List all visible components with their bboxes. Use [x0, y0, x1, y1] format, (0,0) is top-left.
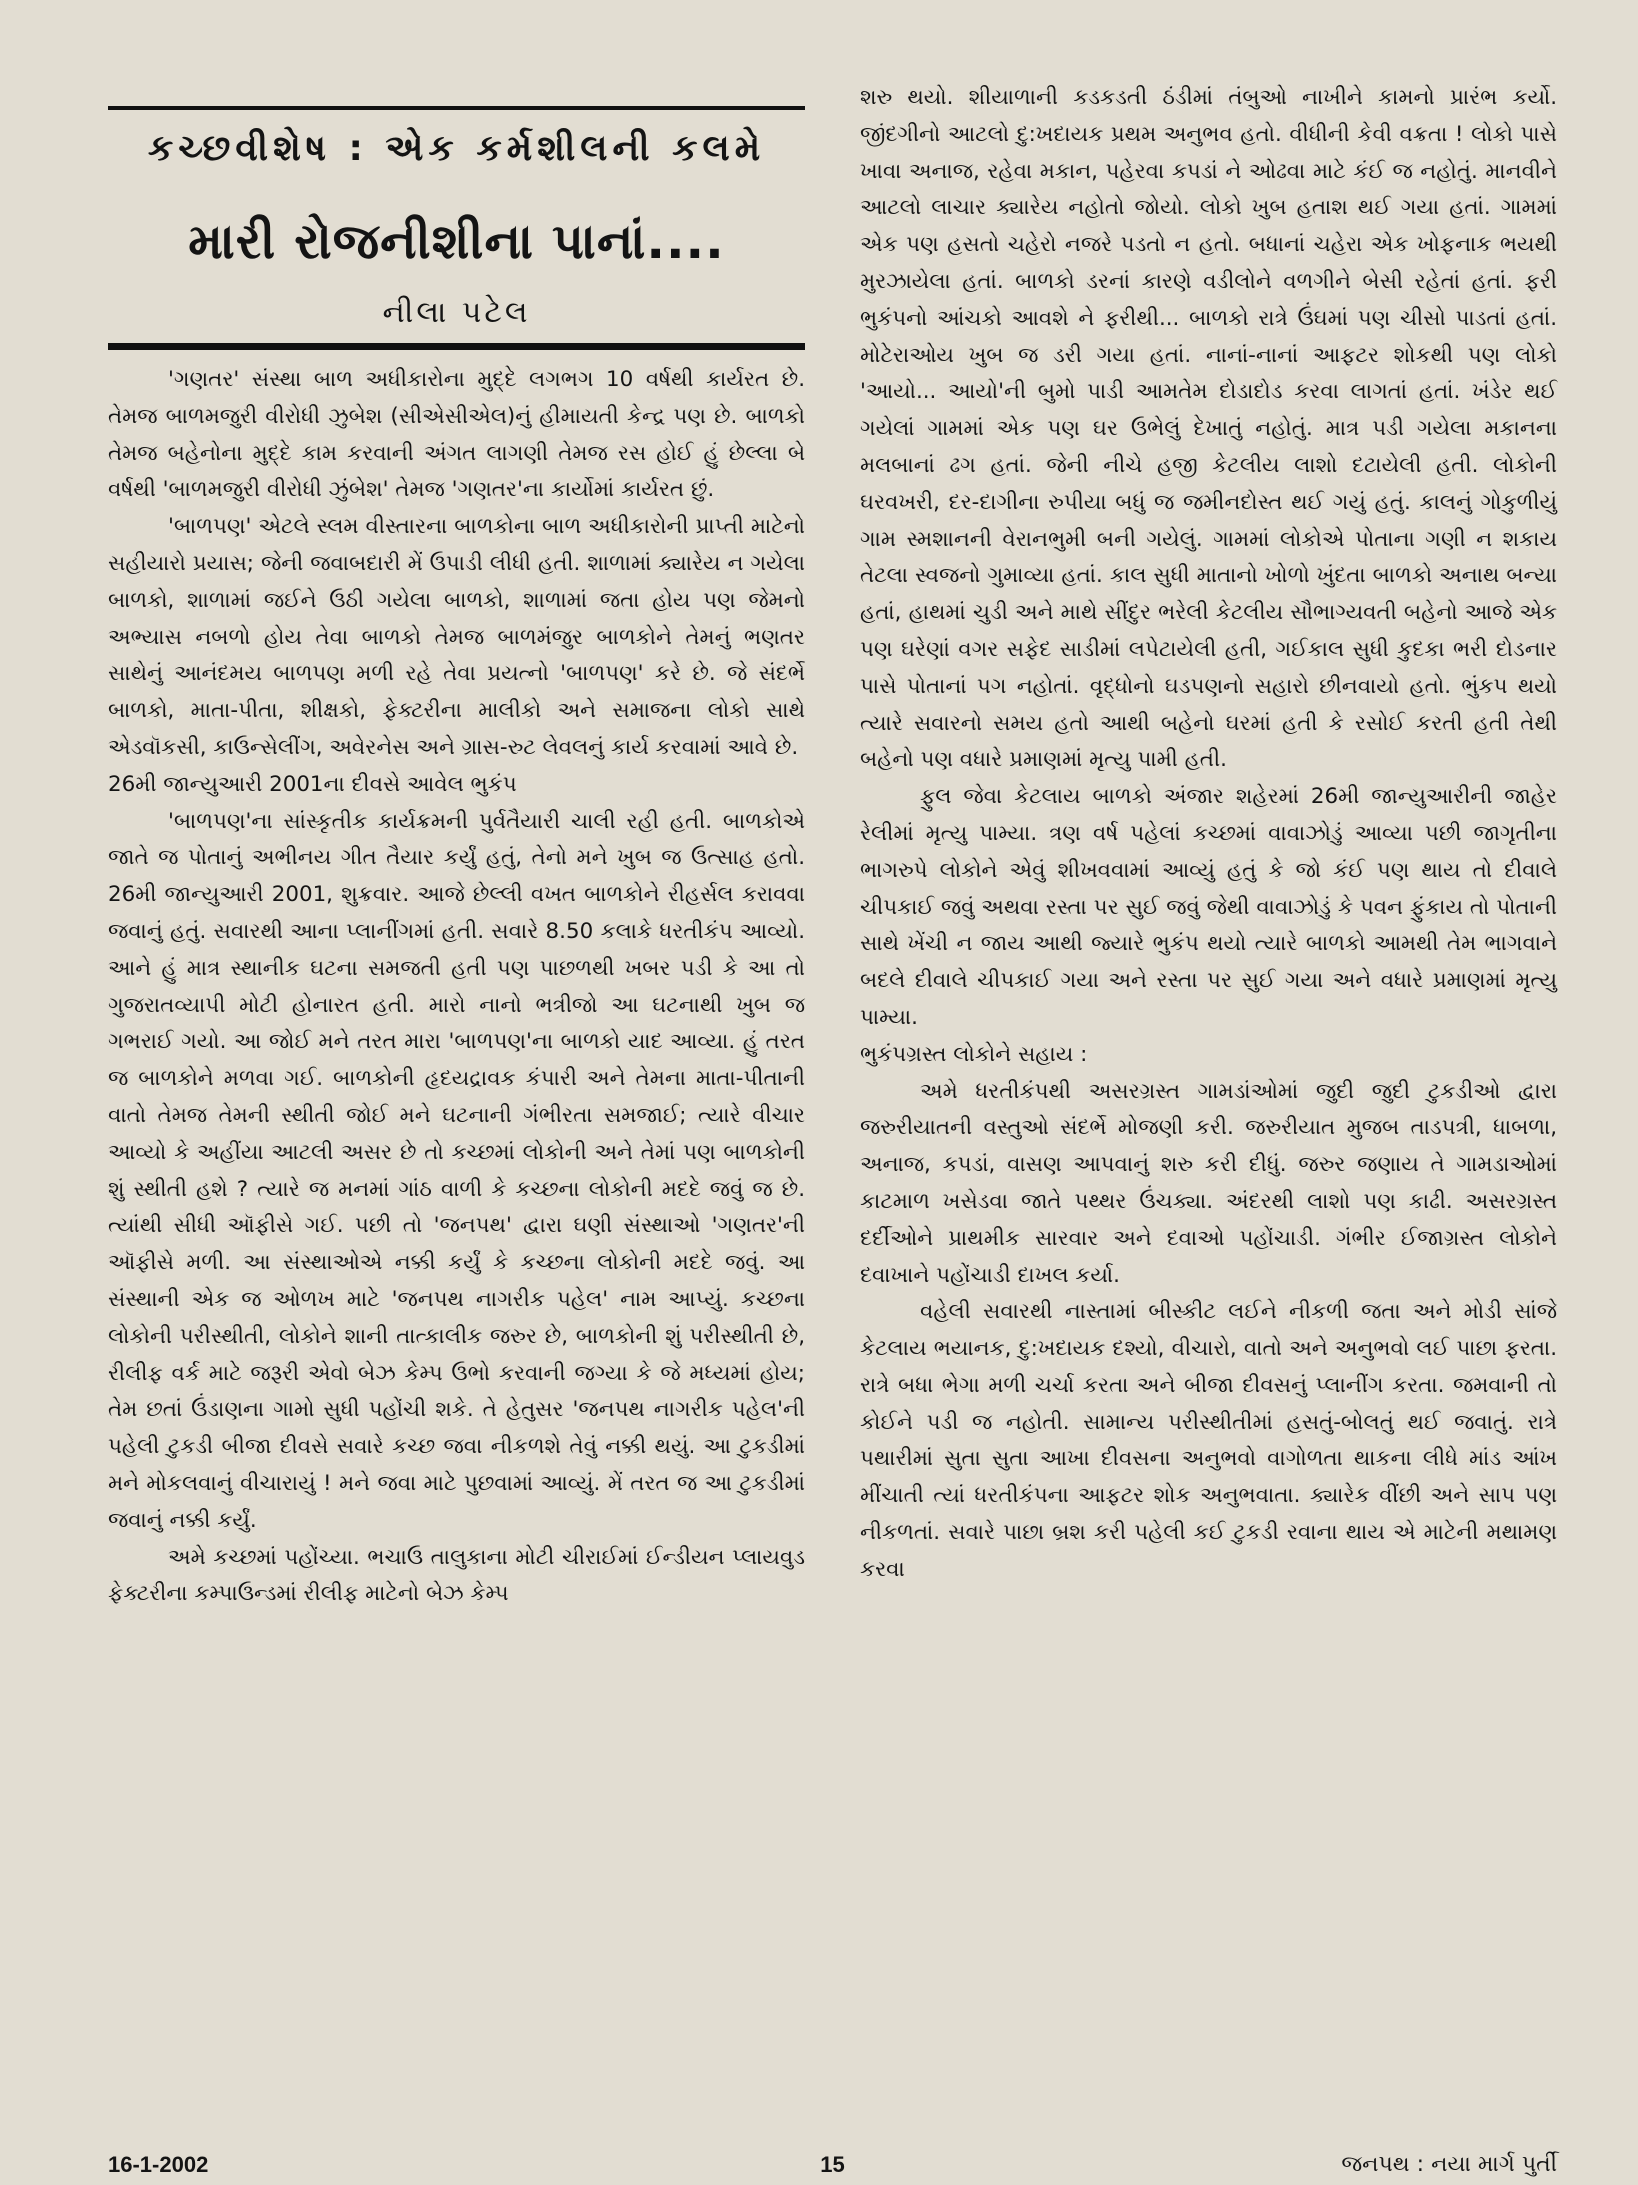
article-kicker: કચ્છવીશેષ : એક કર્મશીલની કલમે [147, 128, 766, 169]
paragraph: અમે કચ્છમાં પહોંચ્યા. ભચાઉ તાલુકાના મોટી ચીરાઈમાં ઈન્ડીયન પ્લાયવુડ ફેક્ટરીના કમ્પાઉન્ડમાં રીલીફ માટેનો બેઝ કેમ્પ [108, 1544, 805, 1607]
paragraph: વહેલી સવારથી નાસ્તામાં બીસ્કીટ લઈને નીકળી જતા અને મોડી સાંજે કેટલાય ભયાનક, દુ:ખદાયક દશ્યો, વીચારો, વાતો અને અનુભવો લઈ પાછા ફરતા. રાત્રે બધા ભેગા મળી ચર્ચા કરતા અને બીજા દીવસનું પ્લાનીંગ કરતા. જમવાની તો કોઈને પડી જ નહોતી. સામાન્ય પરીસ્થીતીમાં હસતું-બોલતું થઈ જવાતું. રાત્રે પથારીમાં સુતા સુતા આખા દીવસના અનુભવો વાગોળતા થાકના લીધે માંડ આંખ મીંચાતી ત્યાં ધરતીકંપના આફટર શોક અનુભવાતા. ક્યારેક વીંછી અને સાપ પણ નીકળતાં. સવારે પાછા બ્રશ કરી પહેલી કઈ ટુકડી રવાના થાય એ માટેની મથામણ કરવા [860, 1299, 1557, 1582]
header-top-rule [108, 106, 805, 110]
page-footer [108, 2152, 1557, 2182]
paragraph: 'ગણતર' સંસ્થા બાળ અધીકારોના મુદ્દે લગભગ 10 વર્ષથી કાર્યરત છે. તેમજ બાળમજુરી વીરોધી ઝુબેશ (સીએસીએલ)નું હીમાયતી કેન્દ્ર પણ છે. બાળકો તેમજ બહેનોના મુદ્દે કામ કરવાની અંગત લાગણી તેમજ રસ હોઈ હું છેલ્લા બે વર્ષથી 'બાળમજુરી વીરોધી ઝુંબેશ' તેમજ 'ગણતર'ના કાર્યોમાં કાર્યરત છું. [108, 367, 805, 503]
article-author: નીલા પટેલ [382, 295, 531, 330]
section-heading: 26મી જાન્યુઆરી 2001ના દીવસે આવેલ ભુકંપ [108, 771, 517, 797]
footer-publication: જનપથ : નયા માર્ગ પુર્તી [1341, 2152, 1557, 2177]
paragraph: 'બાળપણ' એટલે સ્લમ વીસ્તારના બાળકોના બાળ અધીકારોની પ્રાપ્તી માટેનો સહીયારો પ્રયાસ; જેની જવાબદારી મેં ઉપાડી લીધી હતી. શાળામાં ક્યારેય ન ગયેલા બાળકો, શાળામાં જઈને ઉઠી ગયેલા બાળકો, શાળામાં જતા હોય પણ જેમનો અભ્યાસ નબળો હોય તેવા બાળકો તેમજ બાળમંજુર બાળકોને તેમનું ભણતર સાથેનું આનંદમય બાળપણ મળી રહે તેવા પ્રયત્નો 'બાળપણ' કરે છે. જે સંદર્ભે બાળકો, માતા-પીતા, શીક્ષકો, ફેક્ટરીના માલીકો અને સમાજના લોકો સાથે એડવૉકસી, કાઉન્સેલીંગ, અવેરનેસ અને ગ્રાસ-રુટ લેવલનું કાર્ય કરવામાં આવે છે. [108, 514, 805, 760]
paragraph: 'બાળપણ'ના સાંસ્કૃતીક કાર્યક્રમની પુર્વતૈયારી ચાલી રહી હતી. બાળકોએ જાતે જ પોતાનું અભીનય ગીત તૈયાર કર્યું હતું, તેનો મને ખુબ જ ઉત્સાહ હતો. 26મી જાન્યુઆરી 2001, શુક્રવાર. આજે છેલ્લી વખત બાળકોને રીહર્સલ કરાવવા જવાનું હતું. સવારથી આના પ્લાનીંગમાં હતી. સવારે 8.50 કલાકે ધરતીકંપ આવ્યો. આને હું માત્ર સ્થાનીક ઘટના સમજતી હતી પણ પાછળથી ખબર પડી કે આ તો ગુજરાતવ્યાપી મોટી હોનારત હતી. મારો નાનો ભત્રીજો આ ઘટનાથી ખુબ જ ગભરાઈ ગયો. આ જોઈ મને તરત મારા 'બાળપણ'ના બાળકો યાદ આવ્યા. હું તરત જ બાળકોને મળવા ગઈ. બાળકોની હૃદયદ્રાવક કંપારી અને તેમના માતા-પીતાની વાતો તેમજ તેમની સ્થીતી જોઈ મને ઘટનાની ગંભીરતા સમજાઈ; ત્યારે વીચાર આવ્યો કે અહીંયા આટલી અસર છે તો કચ્છમાં લોકોની અને તેમાં પણ બાળકોની શું સ્થીતી હશે ? ત્યારે જ મનમાં ગાંઠ વાળી કે કચ્છના લોકોની મદદે જવું જ છે. ત્યાંથી સીધી ઑફીસે ગઈ. પછી તો 'જનપથ' દ્વારા ઘણી સંસ્થાઓ 'ગણતર'ની ઑફીસે મળી. આ સંસ્થાઓએ નક્કી કર્યું કે કચ્છના લોકોની મદદે જવું. આ સંસ્થાની એક જ ઓળખ માટે 'જનપથ નાગરીક પહેલ' નામ આપ્યું. કચ્છના લોકોની પરીસ્થીતી, લોકોને શાની તાત્કાલીક જરુર છે, બાળકોની શું પરીસ્થીતી છે, રીલીફ વર્ક માટે જરૂરી એવો બેઝ કેમ્પ ઉભો કરવાની જગ્યા કે જે મધ્યમાં હોય; તેમ છતાં ઉંડાણના ગામો સુધી પહોંચી શકે. તે હેતુસર 'જનપથ નાગરીક પહેલ'ની પહેલી ટુકડી બીજા દીવસે સવારે કચ્છ જવા નીકળશે તેવું નક્કી થયું. આ ટુકડીમાં મને મોકલવાનું વીચારાયું ! મને જવા માટે પુછવામાં આવ્યું. મેં તરત જ આ ટુકડીમાં જવાનું નક્કી કર્યું. [108, 808, 805, 1533]
paragraph: ફુલ જેવા કેટલાય બાળકો અંજાર શહેરમાં 26મી જાન્યુઆરીની જાહેર રેલીમાં મૃત્યુ પામ્યા. ત્રણ વર્ષ પહેલાં કચ્છમાં વાવાઝોડું આવ્યા પછી જાગૃતીના ભાગરુપે લોકોને એવું શીખવવામાં આવ્યું હતું કે જો કંઈ પણ થાય તો દીવાલે ચીપકાઈ જવું અથવા રસ્તા પર સુઈ જવું જેથી વાવાઝોડું કે પવન ફુંકાય તો પોતાની સાથે ખેંચી ન જાય આથી જ્યારે ભુકંપ થયો ત્યારે બાળકો આમથી તેમ ભાગવાને બદલે દીવાલે ચીપકાઈ ગયા અને રસ્તા પર સુઈ ગયા અને વધારે પ્રમાણમાં મૃત્યુ પામ્યા. [860, 784, 1557, 1030]
paragraph: શરુ થયો. શીયાળાની કડકડતી ઠંડીમાં તંબુઓ નાખીને કામનો પ્રારંભ કર્યો. જીંદગીનો આટલો દુ:ખદાયક પ્રથમ અનુભવ હતો. વીધીની કેવી વક્રતા ! લોકો પાસે ખાવા અનાજ, રહેવા મકાન, પહેરવા કપડાં ને ઓઢવા માટે કંઈ જ નહોતું. માનવીને આટલો લાચાર ક્યારેય નહોતો જોયો. લોકો ખુબ હતાશ થઈ ગયા હતાં. ગામમાં એક પણ હસતો ચહેરો નજરે પડતો ન હતો. બધાનાં ચહેરા એક ખોફનાક ભયથી મુરઝાયેલા હતાં. બાળકો ડરનાં કારણે વડીલોને વળગીને બેસી રહેતાં હતાં. ફરી ભુકંપનો આંચકો આવશે ને ફરીથી... બાળકો રાત્રે ઉંઘમાં પણ ચીસો પાડતાં હતાં. મોટેરાઓય ખુબ જ ડરી ગયા હતાં. નાનાં-નાનાં આફટર શોકથી પણ લોકો 'આયો... આયો'ની બુમો પાડી આમતેમ દોડાદોડ કરવા લાગતાં હતાં. ખંડેર થઈ ગયેલાં ગામમાં એક પણ ઘર ઉભેલું દેખાતું નહોતું. માત્ર પડી ગયેલા મકાનના મલબાનાં ઢગ હતાં. જેની નીચે હજી કેટલીય લાશો દટાયેલી હતી. લોકોની ઘરવખરી, દર-દાગીના રુપીયા બધું જ જમીનદોસ્ત થઈ ગયું હતું. કાલનું ગોકુળીયું ગામ સ્મશાનની વેરાનભુમી બની ગયેલું. ગામમાં લોકોએ પોતાના ગણી ન શકાય તેટલા સ્વજનો ગુમાવ્યા હતાં. કાલ સુધી માતાનો ખોળો ખુંદતા બાળકો અનાથ બન્યા હતાં, હાથમાં ચુડી અને માથે સીંદુર ભરેલી કેટલીય સૌભાગ્યવતી બહેનો આજે એક પણ ઘરેણાં વગર સફેદ સાડીમાં લપેટાયેલી હતી, ગઈકાલ સુધી કુદકા ભરી દોડનાર પાસે પોતાનાં પગ નહોતાં. વૃદ્ધોનો ઘડપણનો સહારો છીનવાયો હતો. ભુંકપ થયો ત્યારે સવારનો સમય હતો આથી બહેનો ઘરમાં હતી કે રસોઈ કરતી હતી તેથી બહેનો પણ વધારે પ્રમાણમાં મૃત્યુ પામી હતી. [860, 85, 1557, 773]
footer-date: 16-1-2002 [108, 2152, 209, 2177]
header-bottom-rule [108, 343, 805, 350]
article-headline: મારી રોજનીશીના પાનાં.... [188, 213, 725, 270]
left-column [108, 362, 805, 1613]
footer-page-number: 15 [820, 2152, 845, 2177]
paragraph: અમે ધરતીકંપથી અસરગ્રસ્ત ગામડાંઓમાં જુદી જુદી ટુકડીઓ દ્વારા જરુરીયાતની વસ્તુઓ સંદર્ભે મોજણી કરી. જરુરીયાત મુજબ તાડપત્રી, ધાબળા, અનાજ, કપડાં, વાસણ આપવાનું શરુ કરી દીધું. જરુર જણાય તે ગામડાઓમાં કાટમાળ ખસેડવા જાતે પથ્થર ઉંચક્યા. અંદરથી લાશો પણ કાઢી. અસરગ્રસ્ત દર્દીઓને પ્રાથમીક સારવાર અને દવાઓ પહોંચાડી. ગંભીર ઈજાગ્રસ્ત લોકોને દવાખાને પહોંચાડી દાખલ કર્યા. [860, 1078, 1557, 1288]
right-column [860, 80, 1557, 1589]
section-heading: ભુકંપગ્રસ્ત લોકોને સહાય : [860, 1041, 1088, 1067]
